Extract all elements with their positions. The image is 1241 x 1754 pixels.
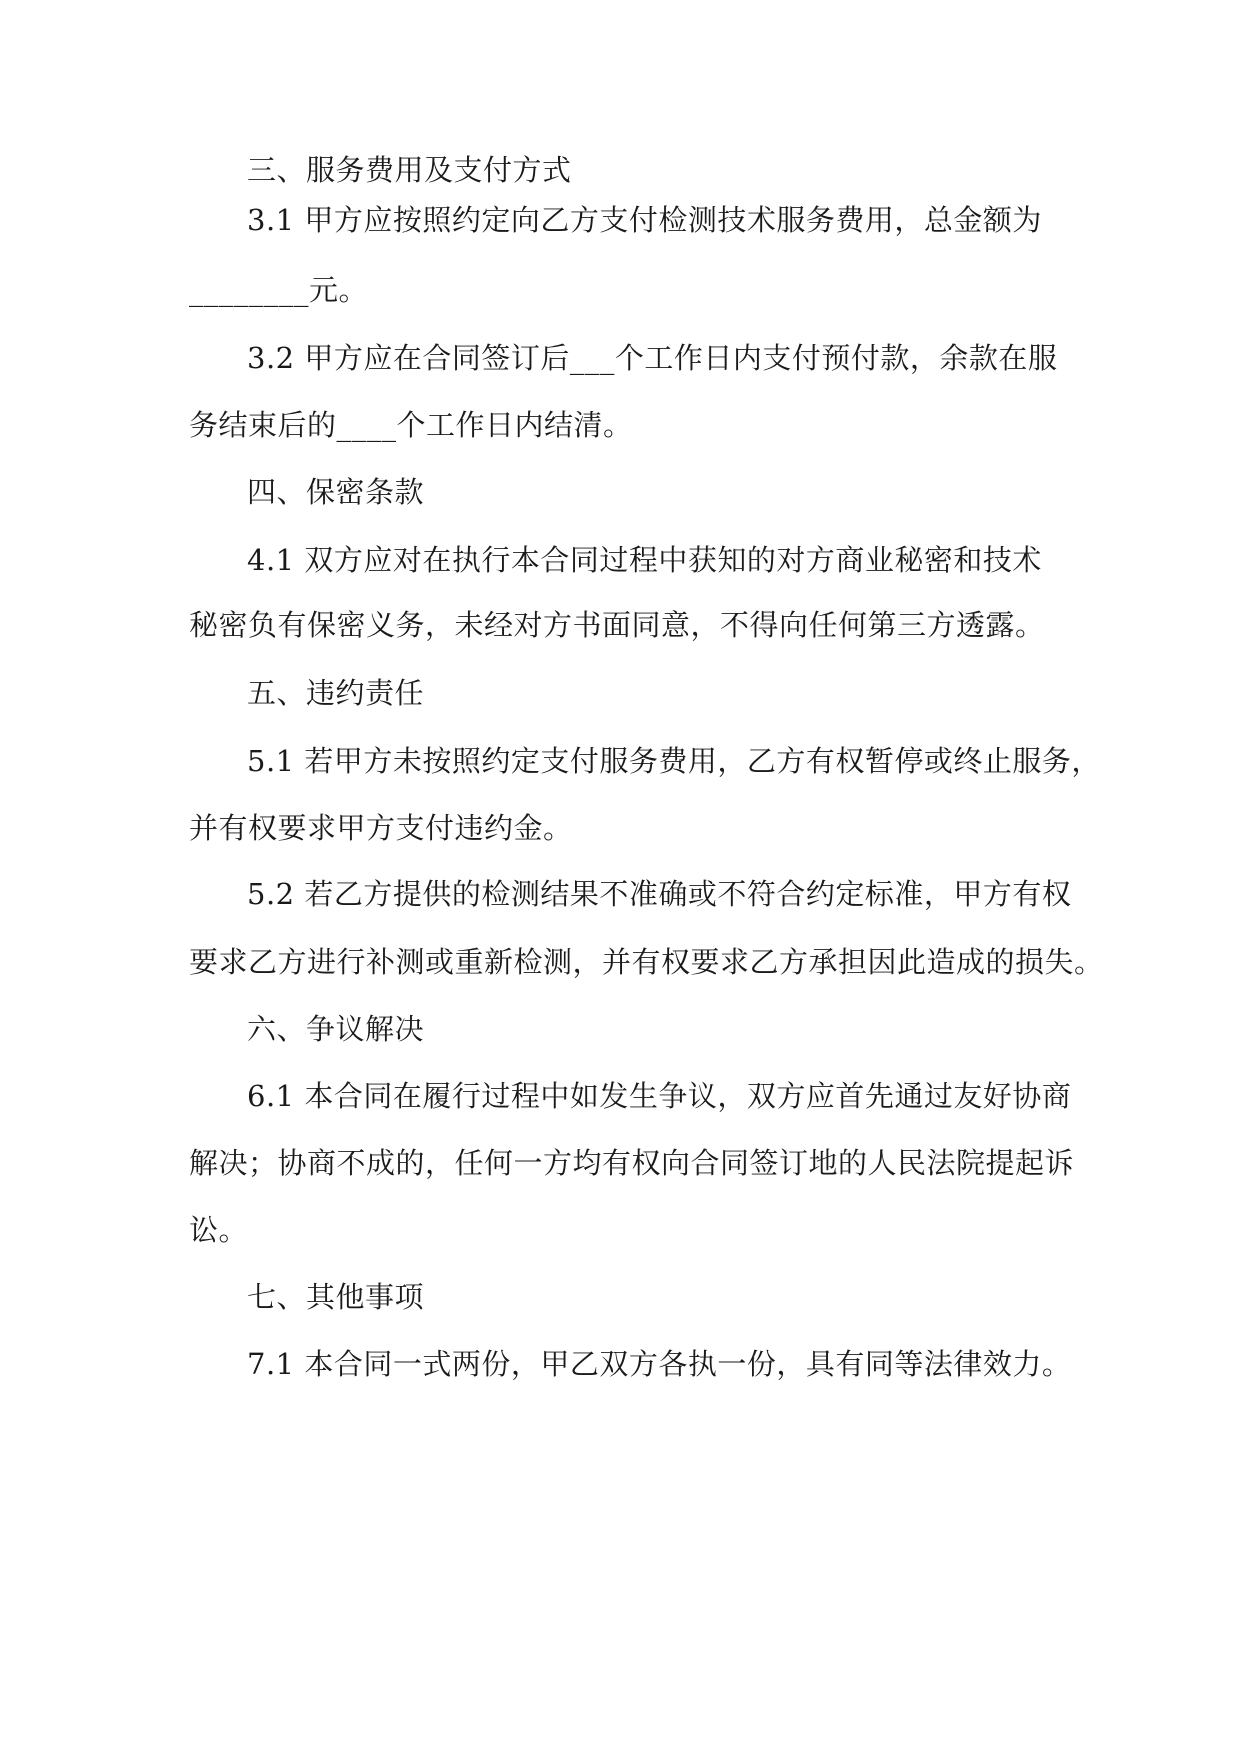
clause-5-2-line-2: 要求乙方进行补测或重新检测，并有权要求乙方承担因此造成的损失。 (189, 945, 1104, 979)
clause-3-1-line-2: ________元。 (189, 273, 369, 307)
clause-3-2-line-1: 3.2 甲方应在合同签订后___个工作日内支付预付款，余款在服 (247, 341, 1058, 375)
section-heading-7: 七、其他事项 (247, 1280, 425, 1314)
clause-6-1-line-3: 讼。 (189, 1213, 249, 1247)
section-heading-3: 三、服务费用及支付方式 (247, 153, 572, 187)
clause-4-1-line-1: 4.1 双方应对在执行本合同过程中获知的对方商业秘密和技术 (247, 543, 1042, 577)
clause-6-1-line-2: 解决；协商不成的，任何一方均有权向合同签订地的人民法院提起诉 (189, 1146, 1075, 1180)
clause-5-2-line-1: 5.2 若乙方提供的检测结果不准确或不符合约定标准，甲方有权 (247, 877, 1072, 911)
section-heading-4: 四、保密条款 (247, 475, 425, 509)
section-heading-6: 六、争议解决 (247, 1012, 425, 1046)
clause-3-1-line-1: 3.1 甲方应按照约定向乙方支付检测技术服务费用，总金额为 (247, 203, 1042, 237)
clause-4-1-line-2: 秘密负有保密义务，未经对方书面同意，不得向任何第三方透露。 (189, 608, 1045, 642)
section-heading-5: 五、违约责任 (247, 676, 425, 710)
clause-5-1-line-1: 5.1 若甲方未按照约定支付服务费用，乙方有权暂停或终止服务， (247, 744, 1101, 778)
clause-3-2-line-2: 务结束后的____个工作日内结清。 (189, 408, 633, 442)
clause-5-1-line-2: 并有权要求甲方支付违约金。 (189, 811, 573, 845)
clause-7-1-line-1: 7.1 本合同一式两份，甲乙双方各执一份，具有同等法律效力。 (247, 1347, 1072, 1381)
clause-6-1-line-1: 6.1 本合同在履行过程中如发生争议，双方应首先通过友好协商 (247, 1079, 1072, 1113)
